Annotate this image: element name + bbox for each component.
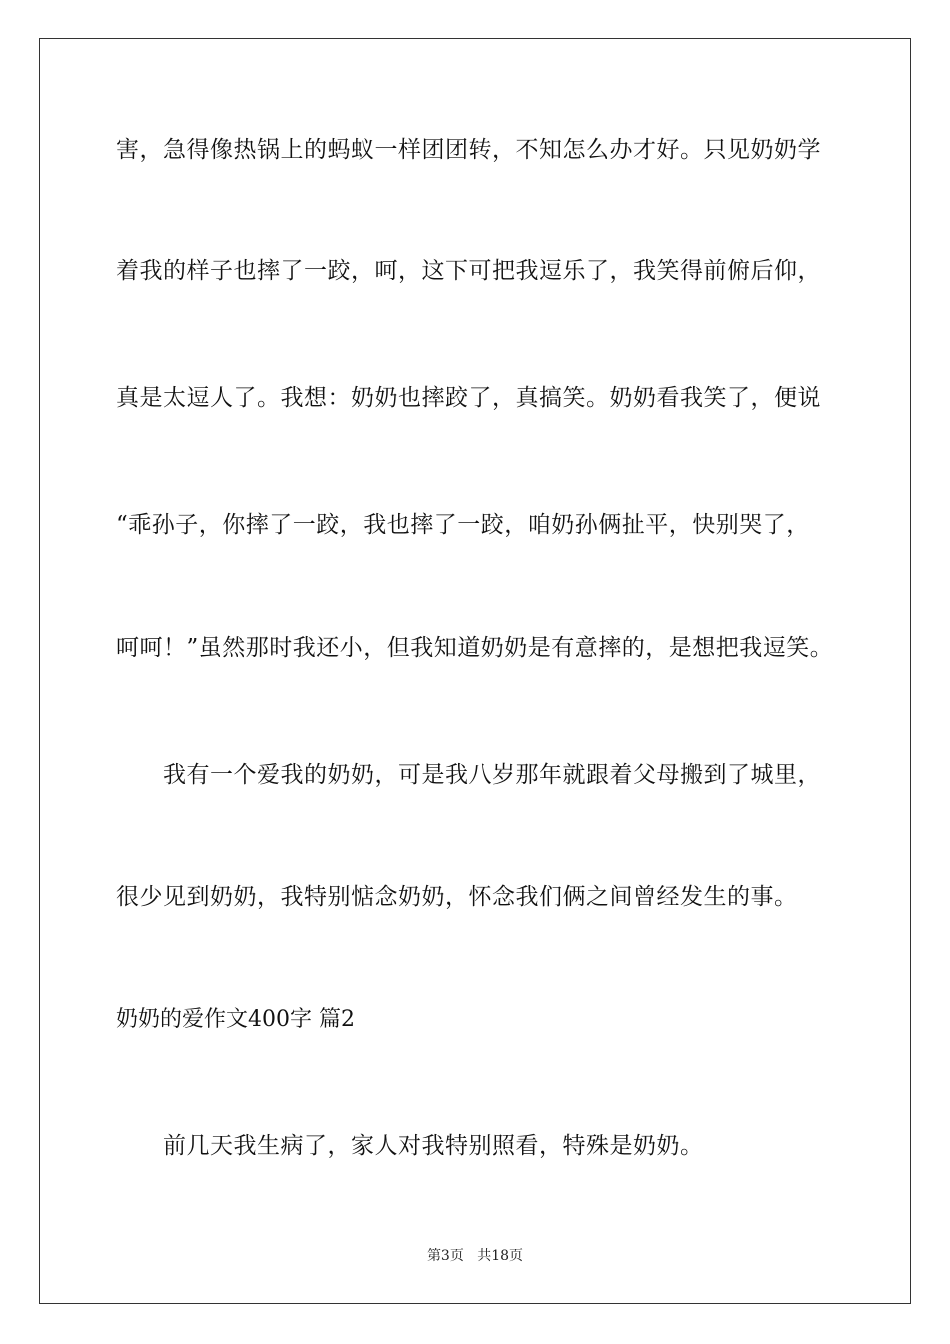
- page-footer: [0, 1247, 950, 1265]
- page-total: 共18页: [477, 1248, 524, 1264]
- page-number: 第3页: [426, 1248, 464, 1264]
- page-border: [39, 38, 911, 1304]
- paragraph-line-2: 着我的样子也摔了一跤，呵，这下可把我逗乐了，我笑得前俯后仰，: [116, 258, 821, 284]
- section-heading: 奶奶的爱作文400字 篇2: [116, 1007, 355, 1032]
- paragraph-line-1: 害，急得像热锅上的蚂蚁一样团团转，不知怎么办才好。只见奶奶学: [116, 137, 821, 163]
- paragraph-line-6: 我有一个爱我的奶奶，可是我八岁那年就跟着父母搬到了城里，: [163, 762, 821, 788]
- paragraph-line-3: 真是太逗人了。我想：奶奶也摔跤了，真搞笑。奶奶看我笑了，便说: [116, 385, 821, 411]
- paragraph-line-8: 前几天我生病了，家人对我特别照看，特殊是奶奶。: [163, 1133, 704, 1159]
- paragraph-line-4: “乖孙子，你摔了一跤，我也摔了一跤，咱奶孙俩扯平，快别哭了，: [116, 512, 810, 538]
- paragraph-line-5: 呵呵！”虽然那时我还小，但我知道奶奶是有意摔的，是想把我逗笑。: [116, 635, 834, 661]
- paragraph-line-7: 很少见到奶奶，我特别惦念奶奶，怀念我们俩之间曾经发生的事。: [116, 884, 798, 910]
